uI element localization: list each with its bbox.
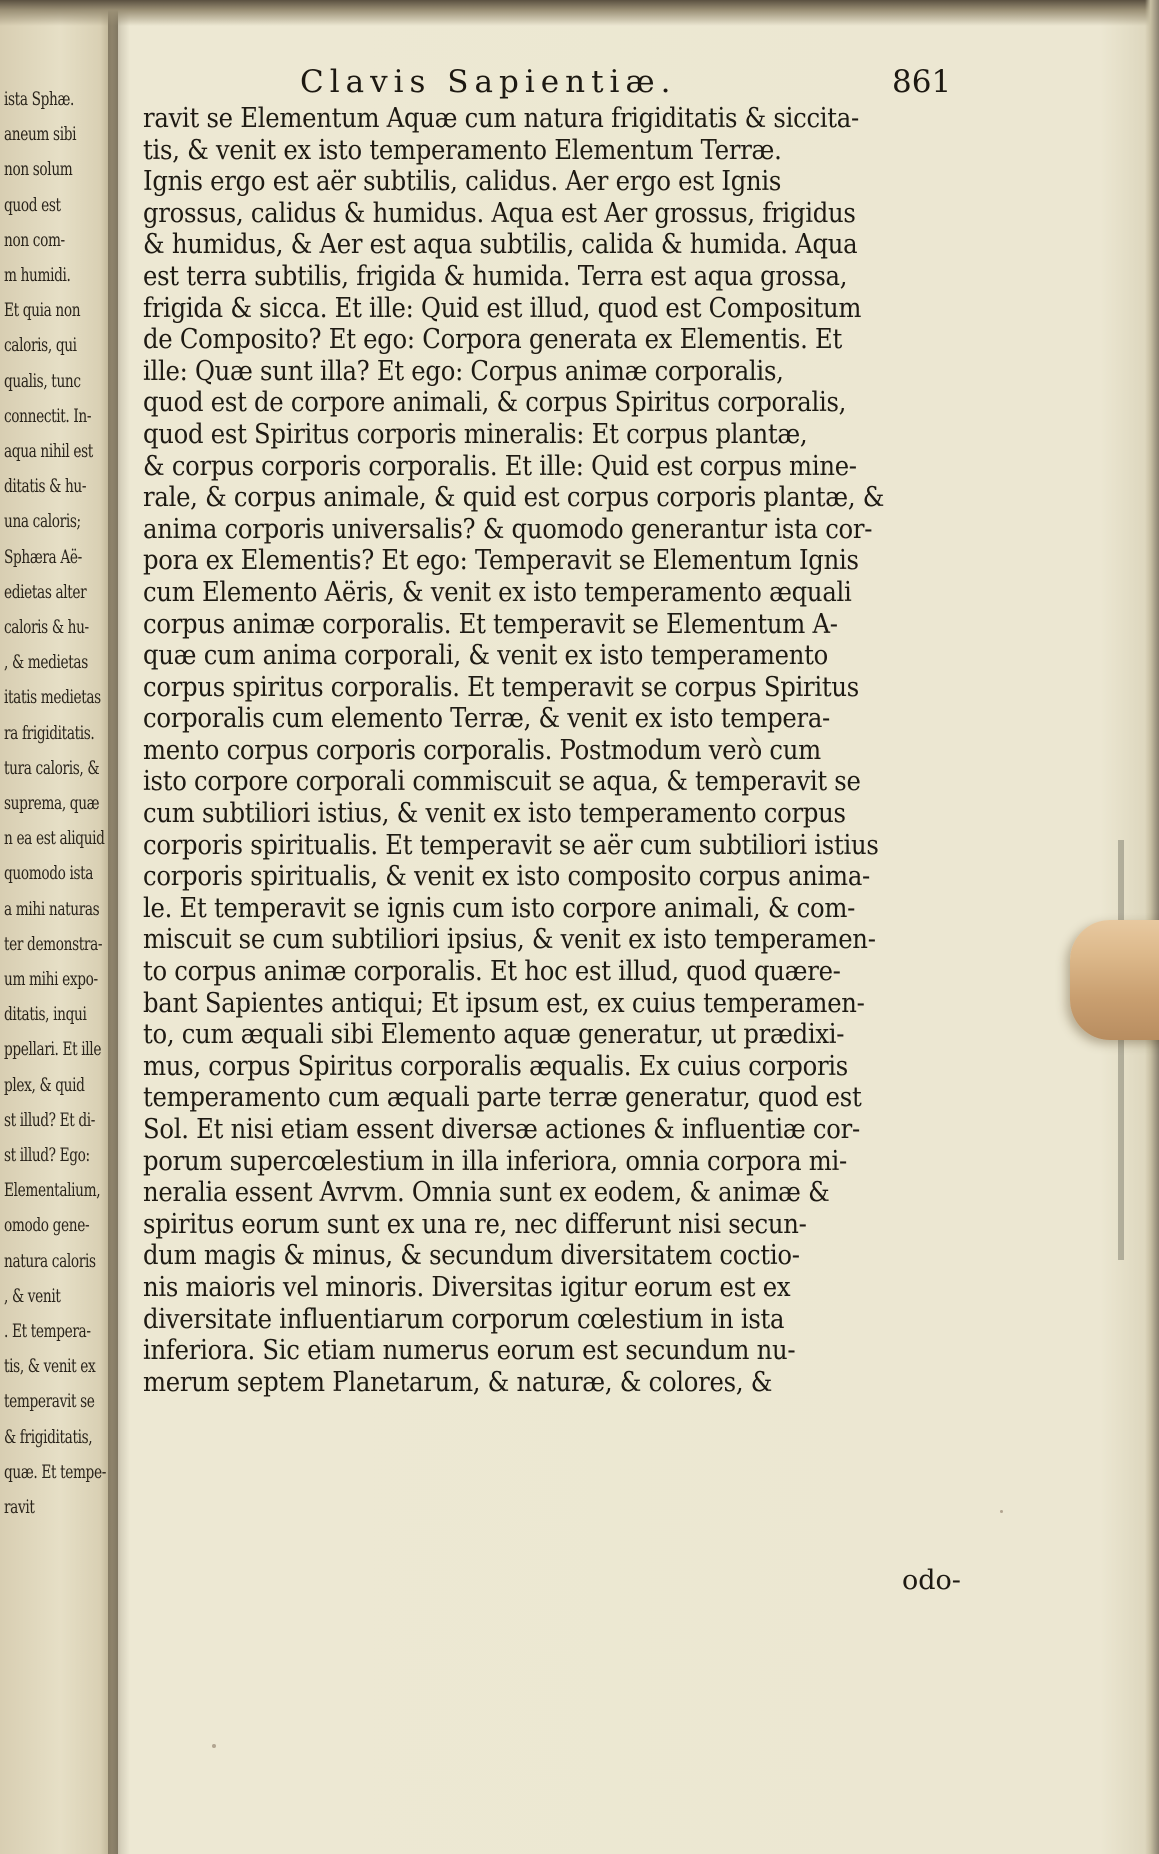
text-line: merum septem Planetarum, & naturæ, & colores, & — [143, 1366, 773, 1398]
left-page-fragment: m humidi. — [4, 264, 71, 286]
left-page-fragment: quæ. Et tempe- — [4, 1460, 106, 1483]
left-page-fragment: aqua nihil est — [4, 440, 93, 462]
text-line: diversitate influentiarum corporum cœlestium in ista — [143, 1303, 785, 1335]
main-text-block — [143, 103, 963, 1398]
left-page-fragment: caloris & hu- — [4, 616, 89, 638]
text-line: dum magis & minus, & secundum diversitatem coctio- — [143, 1240, 800, 1272]
text-line: temperamento cum æquali parte terræ generatur, quod est — [143, 1082, 862, 1114]
left-page-fragment: ra frigiditatis. — [4, 721, 95, 744]
left-page-fragment: ter demonstra- — [4, 932, 103, 955]
left-page-fragment: ditatis, inqui — [4, 1003, 87, 1026]
text-line: grossus, calidus & humidus. Aqua est Aer grossus, frigidus — [143, 197, 856, 229]
text-line: miscuit se cum subtiliori ipsius, & venit ex isto temperamen- — [143, 924, 876, 956]
text-line: isto corpore corporali commiscuit se aqua, & temperavit se — [143, 766, 861, 798]
left-facing-page — [0, 0, 118, 1854]
text-line: tis, & venit ex isto temperamento Elementum Terræ. — [143, 134, 782, 166]
left-page-fragment: tura caloris, & — [4, 756, 100, 779]
page-holder-shadow — [1118, 840, 1124, 1260]
left-page-fragment: quomodo ista — [4, 862, 94, 885]
text-line: corpus animæ corporalis. Et temperavit se Elementum A- — [143, 608, 838, 640]
text-line: spiritus eorum sunt ex una re, nec differunt nisi secun- — [143, 1208, 807, 1240]
text-line: corporis spiritualis. Et temperavit se aër cum subtiliori istius — [143, 829, 879, 861]
text-line: Ignis ergo est aër subtilis, calidus. Aer ergo est Ignis — [143, 166, 782, 198]
left-page-fragment: n ea est aliquid — [4, 827, 105, 850]
text-line: mus, corpus Spiritus corporalis æqualis. Ex cuius corporis — [143, 1050, 849, 1082]
left-page-fragment: Elementalium, — [4, 1179, 101, 1202]
paper-speck — [212, 1744, 216, 1748]
left-page-fragment: temperavit se — [4, 1390, 95, 1413]
text-line: mento corpus corporis corporalis. Postmodum verò cum — [143, 734, 821, 766]
left-page-fragment: , & venit — [4, 1284, 61, 1307]
text-line: cum Elemento Aëris, & venit ex isto temperamento æquali — [143, 576, 852, 608]
paper-speck — [1000, 1510, 1003, 1513]
left-page-fragment: Sphæra Aë- — [4, 545, 82, 568]
text-line: pora ex Elementis? Et ego: Temperavit se Elementum Ignis — [143, 545, 859, 577]
text-line: corporalis cum elemento Terræ, & venit ex isto tempera- — [143, 703, 830, 735]
left-page-fragment: plex, & quid — [4, 1073, 85, 1096]
left-page-fragment: edietas alter — [4, 580, 87, 603]
page-number: 861 — [892, 64, 952, 100]
left-page-fragment: tis, & venit ex — [4, 1355, 96, 1378]
left-page-fragment: a mihi naturas — [4, 897, 100, 920]
text-line: nis maioris vel minoris. Diversitas igitur eorum est ex — [143, 1271, 791, 1303]
left-page-fragment: um mihi expo- — [4, 968, 98, 990]
text-line: neralia essent Avrvm. Omnia sunt ex eodem, & animæ & — [143, 1177, 830, 1209]
left-page-fragment: st illud? Ego: — [4, 1144, 90, 1166]
text-line: ravit se Elementum Aquæ cum natura frigiditatis & siccita- — [143, 103, 859, 134]
text-line: est terra subtilis, frigida & humida. Terra est aqua grossa, — [143, 260, 848, 292]
left-page-fragment: st illud? Et di- — [4, 1108, 96, 1131]
wooden-page-holder — [1070, 920, 1159, 1040]
text-line: corpus spiritus corporalis. Et temperavit se corpus Spiritus — [143, 671, 859, 703]
left-page-fragment: ditatis & hu- — [4, 475, 87, 498]
text-line: to corpus animæ corporalis. Et hoc est illud, quod quære- — [143, 956, 841, 988]
text-line: rale, & corpus animale, & quid est corpus corporis plantæ, & — [143, 482, 885, 514]
left-page-fragment: non com- — [4, 228, 65, 251]
left-page-fragment: ista Sphæ. — [4, 88, 74, 110]
text-line: quæ cum anima corporali, & venit ex isto temperamento — [143, 640, 829, 672]
text-line: inferiora. Sic etiam numerus eorum est secundum nu- — [143, 1335, 796, 1367]
text-line: le. Et temperavit se ignis cum isto corpore animali, & com- — [143, 892, 856, 924]
left-page-fragment: & frigiditatis, — [4, 1425, 93, 1448]
text-line: porum supercœlestium in illa inferiora, omnia corpora mi- — [143, 1145, 847, 1177]
gutter-shadow — [108, 0, 130, 1854]
top-book-edge — [0, 0, 1159, 26]
left-page-fragment: itatis medietas — [4, 686, 101, 709]
text-line: & corpus corporis corporalis. Et ille: Quid est corpus mine- — [143, 450, 857, 482]
text-line: frigida & sicca. Et ille: Quid est illud, quod est Compositum — [143, 292, 862, 324]
text-line: cum subtiliori istius, & venit ex isto temperamento corpus — [143, 798, 846, 830]
text-line: quod est de corpore animali, & corpus Spiritus corporalis, — [143, 387, 847, 419]
catchword: odo- — [902, 1565, 961, 1596]
left-page-fragment: qualis, tunc — [4, 369, 81, 392]
left-page-fragment: suprema, quæ — [4, 792, 100, 814]
text-line: de Composito? Et ego: Corpora generata ex Elementis. Et — [143, 324, 842, 356]
text-line: ille: Quæ sunt illa? Et ego: Corpus animæ corporalis, — [143, 355, 784, 387]
running-head: Clavis Sapientiæ. — [300, 64, 677, 100]
left-page-fragment: non solum — [4, 158, 73, 181]
left-page-fragment: Et quia non — [4, 299, 81, 322]
left-page-fragment: . Et tempera- — [4, 1320, 91, 1342]
left-page-fragment: natura caloris — [4, 1249, 96, 1272]
text-line: anima corporis universalis? & quomodo generantur ista cor- — [143, 513, 873, 545]
text-line: Sol. Et nisi etiam essent diversæ actiones & influentiæ cor- — [143, 1114, 860, 1145]
left-page-fragment: aneum sibi — [4, 123, 77, 146]
text-line: quod est Spiritus corporis mineralis: Et corpus plantæ, — [143, 418, 808, 450]
text-line: corporis spiritualis, & venit ex isto composito corpus anima- — [143, 861, 870, 893]
text-line: bant Sapientes antiqui; Et ipsum est, ex cuius temperamen- — [143, 987, 865, 1019]
left-page-fragment: una caloris; — [4, 510, 81, 533]
left-page-fragment: omodo gene- — [4, 1214, 90, 1237]
left-page-fragment: connectit. In- — [4, 404, 92, 427]
left-page-fragment: ravit — [4, 1496, 35, 1518]
text-line: & humidus, & Aer est aqua subtilis, calida & humida. Aqua — [143, 229, 858, 261]
left-page-fragment: , & medietas — [4, 651, 88, 674]
text-line: to, cum æquali sibi Elemento aquæ generatur, ut prædixi- — [143, 1019, 845, 1051]
left-page-fragment: ppellari. Et ille — [4, 1038, 102, 1061]
left-page-fragment: caloris, qui — [4, 334, 77, 357]
left-page-fragment: quod est — [4, 193, 61, 216]
